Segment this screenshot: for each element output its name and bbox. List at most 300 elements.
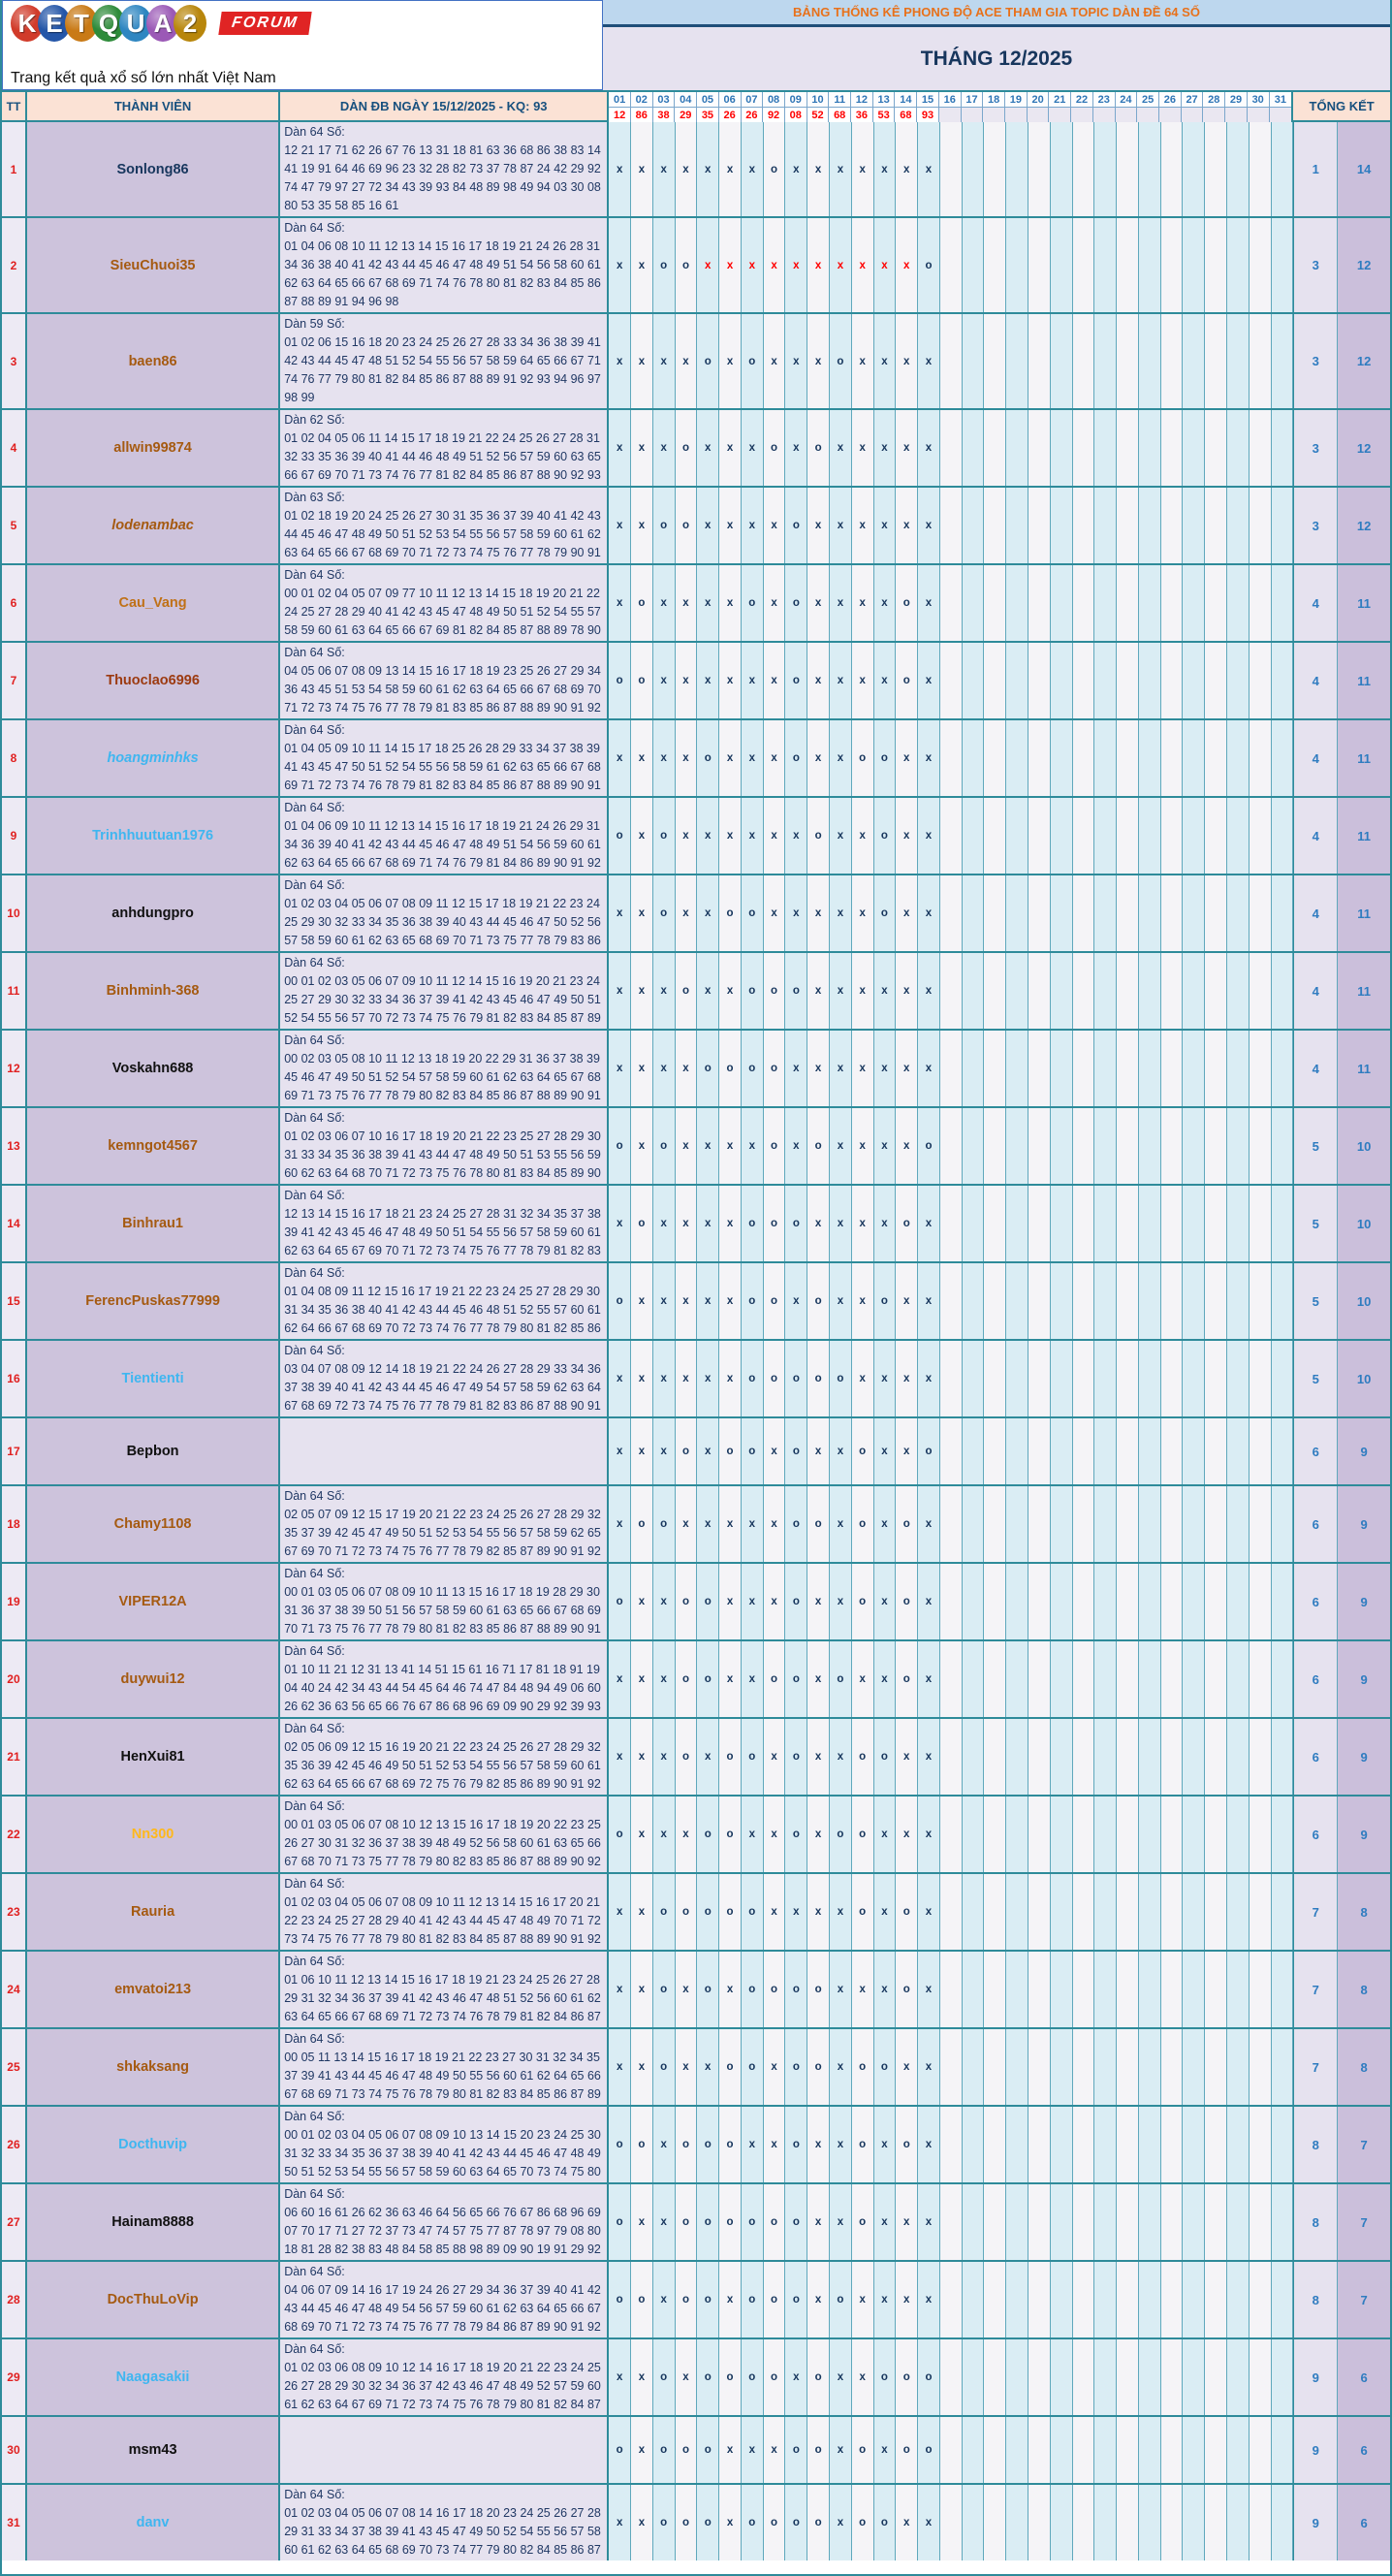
day-mark-cell: o (807, 2485, 830, 2560)
row-index: 30 (2, 2417, 27, 2483)
day-mark-cell (940, 1486, 963, 1562)
member-name[interactable]: Tientienti (27, 1341, 280, 1416)
day-mark-cell (1161, 1874, 1184, 1950)
day-mark-cell (1139, 1641, 1161, 1717)
day-mark-cell: o (742, 1263, 764, 1339)
miss-total: 5 (1293, 1341, 1338, 1416)
day-mark-cell (1094, 1108, 1117, 1184)
dan-number-line: 25 27 29 30 32 33 34 36 37 39 41 42 43 45 46 47 49 50 51 (284, 993, 601, 1006)
day-mark-cell (940, 953, 963, 1029)
member-name[interactable]: Naagasakii (27, 2339, 280, 2415)
miss-total: 6 (1293, 1641, 1338, 1717)
dan-number-line: 22 23 24 25 27 28 29 40 41 42 43 44 45 47 48 49 70 71 72 (284, 1914, 601, 1927)
dan-number-line: 43 44 45 46 47 48 49 54 56 57 59 60 61 62 63 64 65 66 67 (284, 2302, 601, 2315)
day-mark-cell: x (807, 1797, 830, 1872)
table-row (2, 218, 1390, 314)
day-mark-cell (1051, 2417, 1073, 2483)
day-mark-cell: x (896, 314, 918, 408)
dan-label: Dàn 64 Số: (284, 1189, 345, 1202)
day-mark-cell (1205, 2339, 1227, 2415)
day-mark-cell: x (918, 953, 940, 1029)
member-name[interactable]: HenXui81 (27, 1719, 280, 1795)
day-mark-cell: x (896, 1719, 918, 1795)
dan-number-line: 01 10 11 21 12 31 13 41 14 51 15 61 16 71 17 81 18 91 19 (284, 1663, 600, 1676)
dan-number-line: 04 06 07 09 14 16 17 19 24 26 27 29 34 36 37 39 40 41 42 (284, 2283, 601, 2297)
dan-numbers (280, 2184, 609, 2260)
day-mark-cell: o (742, 1186, 764, 1261)
day-mark-cell (1006, 1108, 1028, 1184)
day-mark-cell (1073, 2029, 1095, 2105)
day-mark-cell: o (697, 2485, 719, 2560)
day-mark-cell: o (742, 1952, 764, 2027)
day-mark-cell (1250, 1797, 1272, 1872)
day-mark-cell (1250, 1186, 1272, 1261)
dan-numbers (280, 1186, 609, 1261)
dan-label: Dàn 64 Số: (284, 1344, 345, 1357)
day-mark-cell: o (631, 2262, 653, 2337)
member-name[interactable]: shkaksang (27, 2029, 280, 2105)
day-mark-cell (1051, 565, 1073, 641)
day-mark-cell: o (609, 1564, 631, 1639)
day-mark-cell (963, 1486, 985, 1562)
day-mark-cell (1139, 2417, 1161, 2483)
day-mark-cell (1272, 643, 1294, 718)
day-mark-cell: x (830, 1952, 852, 2027)
day-mark-cell: o (896, 1186, 918, 1261)
day-mark-cell (984, 2417, 1006, 2483)
day-mark-cell: o (785, 2485, 807, 2560)
day-mark-cell (940, 1263, 963, 1339)
member-name[interactable]: Rauria (27, 1874, 280, 1950)
member-name[interactable]: DocThuLoVip (27, 2262, 280, 2337)
day-mark-cell (1183, 2417, 1205, 2483)
day-mark-cell (1205, 953, 1227, 1029)
day-mark-cell: o (764, 122, 786, 216)
day-mark-cell: o (697, 314, 719, 408)
dan-numbers (280, 1486, 609, 1562)
day-mark-cell: x (874, 643, 897, 718)
day-mark-cell (984, 1186, 1006, 1261)
day-label-18: 18 (983, 92, 1004, 108)
member-name[interactable]: Sonlong86 (27, 122, 280, 216)
day-mark-cell: o (764, 410, 786, 486)
day-mark-cell (1051, 1186, 1073, 1261)
day-mark-cell (963, 1263, 985, 1339)
member-name[interactable]: Hainam8888 (27, 2184, 280, 2260)
day-mark-cell: x (874, 2262, 897, 2337)
day-mark-cell: x (719, 1641, 742, 1717)
member-name[interactable]: Docthuvip (27, 2107, 280, 2182)
member-name[interactable]: Bepbon (27, 1418, 280, 1484)
day-mark-cell: x (785, 798, 807, 874)
day-mark-cell: x (609, 1952, 631, 2027)
day-marks (609, 2339, 1293, 2415)
day-mark-cell (1183, 643, 1205, 718)
day-mark-cell (984, 565, 1006, 641)
dan-numbers (280, 2029, 609, 2105)
day-mark-cell: x (830, 1263, 852, 1339)
day-mark-cell: x (874, 2107, 897, 2182)
day-mark-cell (1183, 1564, 1205, 1639)
day-mark-cell (1272, 488, 1294, 563)
day-mark-cell (1006, 1874, 1028, 1950)
member-name[interactable]: Nn300 (27, 1797, 280, 1872)
day-mark-cell: x (830, 410, 852, 486)
day-mark-cell: x (697, 565, 719, 641)
day-mark-cell: x (609, 1341, 631, 1416)
day-mark-cell: o (785, 1719, 807, 1795)
day-mark-cell (1227, 1874, 1250, 1950)
day-mark-cell: o (764, 1108, 786, 1184)
day-mark-cell (1117, 643, 1139, 718)
day-mark-cell (1117, 2485, 1139, 2560)
member-name[interactable]: Binhrau1 (27, 1186, 280, 1261)
day-mark-cell (984, 1952, 1006, 2027)
day-mark-cell (1227, 1341, 1250, 1416)
day-mark-cell (1073, 1031, 1095, 1106)
day-mark-cell (1051, 2107, 1073, 2182)
day-mark-cell: o (742, 1874, 764, 1950)
row-index: 22 (2, 1797, 27, 1872)
day-mark-cell: x (807, 1186, 830, 1261)
day-column-27 (1182, 92, 1204, 123)
day-mark-cell: o (852, 2107, 874, 2182)
day-mark-cell (1073, 953, 1095, 1029)
logo-letter-E: E (38, 5, 71, 42)
day-marks (609, 1797, 1293, 1872)
day-mark-cell (940, 643, 963, 718)
day-result-15: 93 (917, 108, 938, 123)
day-mark-cell (1006, 1952, 1028, 2027)
day-mark-cell: o (807, 2029, 830, 2105)
day-mark-cell: x (785, 314, 807, 408)
day-mark-cell (1227, 488, 1250, 563)
day-mark-cell (1272, 2417, 1294, 2483)
day-mark-cell: x (764, 2107, 786, 2182)
member-name[interactable]: Cau_Vang (27, 565, 280, 641)
day-mark-cell: o (764, 2485, 786, 2560)
miss-total: 4 (1293, 643, 1338, 718)
day-mark-cell: x (830, 1719, 852, 1795)
day-mark-cell: x (896, 2262, 918, 2337)
member-name[interactable]: SieuChuoi35 (27, 218, 280, 312)
day-mark-cell (1028, 953, 1051, 1029)
day-column-30 (1248, 92, 1270, 123)
day-mark-cell: o (764, 2339, 786, 2415)
day-mark-cell (963, 953, 985, 1029)
day-mark-cell: x (918, 1186, 940, 1261)
miss-total: 6 (1293, 1719, 1338, 1795)
day-mark-cell: o (764, 1263, 786, 1339)
day-mark-cell: x (874, 1186, 897, 1261)
day-mark-cell (1139, 2184, 1161, 2260)
day-mark-cell: x (874, 410, 897, 486)
day-marks (609, 953, 1293, 1029)
day-mark-cell: x (918, 798, 940, 874)
dan-number-line: 62 63 64 65 66 67 68 69 72 75 76 79 82 85 86 89 90 91 92 (284, 1777, 601, 1791)
day-mark-cell (1051, 218, 1073, 312)
day-mark-cell (1205, 1719, 1227, 1795)
day-mark-cell: o (852, 2184, 874, 2260)
day-mark-cell (1139, 1952, 1161, 2027)
day-mark-cell: x (764, 2029, 786, 2105)
day-mark-cell (984, 1341, 1006, 1416)
day-mark-cell: x (918, 2485, 940, 2560)
member-name[interactable]: Thuoclao6996 (27, 643, 280, 718)
table-row (2, 1874, 1390, 1952)
day-mark-cell (1139, 1719, 1161, 1795)
member-name[interactable]: VIPER12A (27, 1564, 280, 1639)
row-index: 31 (2, 2485, 27, 2560)
day-column-01 (609, 92, 631, 123)
day-mark-cell: x (719, 488, 742, 563)
member-name[interactable]: anhdungpro (27, 875, 280, 951)
day-mark-cell (1272, 798, 1294, 874)
member-name[interactable]: msm43 (27, 2417, 280, 2483)
day-mark-cell: o (697, 2107, 719, 2182)
day-mark-cell: x (742, 1564, 764, 1639)
day-mark-cell (1006, 1341, 1028, 1416)
dan-number-line: 45 46 47 49 50 51 52 54 57 58 59 60 61 62 63 64 65 67 68 (284, 1070, 601, 1084)
member-name[interactable]: Voskahn688 (27, 1031, 280, 1106)
day-mark-cell (1227, 798, 1250, 874)
day-mark-cell (1250, 1108, 1272, 1184)
day-column-28 (1203, 92, 1225, 123)
hit-total: 12 (1338, 488, 1390, 563)
day-column-25 (1137, 92, 1159, 123)
day-mark-cell: x (874, 953, 897, 1029)
day-mark-cell: x (896, 122, 918, 216)
day-mark-cell: x (785, 1031, 807, 1106)
table-row (2, 1719, 1390, 1797)
day-mark-cell (1139, 875, 1161, 951)
dan-number-line: 06 60 16 61 26 62 36 63 46 64 56 65 66 76 67 86 68 96 69 (284, 2206, 601, 2219)
day-mark-cell: o (807, 410, 830, 486)
day-mark-cell (1227, 1263, 1250, 1339)
day-result-06: 26 (719, 108, 741, 123)
day-mark-cell (1006, 2029, 1028, 2105)
day-mark-cell (940, 1719, 963, 1795)
day-mark-cell (984, 1564, 1006, 1639)
day-mark-cell (1139, 953, 1161, 1029)
dan-number-line: 98 99 (284, 391, 315, 404)
day-mark-cell (984, 798, 1006, 874)
member-name[interactable]: allwin99874 (27, 410, 280, 486)
day-mark-cell (1183, 565, 1205, 641)
member-name[interactable]: danv (27, 2485, 280, 2560)
day-mark-cell (1227, 2107, 1250, 2182)
miss-total: 4 (1293, 565, 1338, 641)
day-mark-cell (1028, 2417, 1051, 2483)
day-mark-cell: o (807, 798, 830, 874)
day-mark-cell: x (719, 565, 742, 641)
day-mark-cell (984, 1263, 1006, 1339)
day-mark-cell: x (896, 1031, 918, 1106)
day-mark-cell: o (697, 2184, 719, 2260)
day-mark-cell (1227, 2184, 1250, 2260)
day-mark-cell (984, 875, 1006, 951)
day-mark-cell (1227, 643, 1250, 718)
day-column-05 (697, 92, 719, 123)
member-name[interactable]: Binhminh-368 (27, 953, 280, 1029)
day-mark-cell: x (631, 1874, 653, 1950)
day-mark-cell: x (609, 218, 631, 312)
dan-number-line: 03 04 07 08 09 12 14 18 19 21 22 24 26 27 28 29 33 34 36 (284, 1362, 601, 1376)
day-mark-cell: o (631, 1186, 653, 1261)
day-mark-cell: x (631, 488, 653, 563)
day-mark-cell: o (742, 2184, 764, 2260)
dan-number-line: 01 02 03 06 07 10 16 17 18 19 20 21 22 23 25 27 28 29 30 (284, 1129, 601, 1143)
day-mark-cell: o (697, 720, 719, 796)
dan-label: Dàn 64 Số: (284, 568, 345, 582)
day-mark-cell: x (807, 2107, 830, 2182)
day-mark-cell: x (830, 1031, 852, 1106)
table-row (2, 720, 1390, 798)
dan-label: Dàn 64 Số: (284, 646, 345, 659)
day-mark-cell (1051, 1952, 1073, 2027)
day-mark-cell: x (918, 565, 940, 641)
day-marks (609, 410, 1293, 486)
member-name[interactable]: hoangminhks (27, 720, 280, 796)
day-mark-cell: x (697, 1341, 719, 1416)
day-mark-cell (1250, 314, 1272, 408)
dan-number-line: 58 59 60 61 63 64 65 66 67 69 81 82 84 85 87 88 89 78 90 (284, 623, 601, 637)
day-mark-cell (1161, 1952, 1184, 2027)
member-name[interactable]: FerencPuskas77999 (27, 1263, 280, 1339)
table-row (2, 2339, 1390, 2417)
day-result-26 (1159, 108, 1181, 123)
day-mark-cell (1051, 1719, 1073, 1795)
site-logo[interactable] (2, 0, 603, 90)
day-mark-cell (1161, 2339, 1184, 2415)
hit-total: 9 (1338, 1719, 1390, 1795)
dan-numbers (280, 1952, 609, 2027)
day-mark-cell (1205, 720, 1227, 796)
day-mark-cell: x (609, 2029, 631, 2105)
day-marks (609, 1874, 1293, 1950)
day-mark-cell (1028, 1418, 1051, 1484)
day-mark-cell (1161, 1186, 1184, 1261)
day-mark-cell: o (874, 875, 897, 951)
member-name[interactable]: lodenambac (27, 488, 280, 563)
member-name[interactable]: emvatoi213 (27, 1952, 280, 2027)
dan-label: Dàn 62 Số: (284, 413, 345, 427)
member-name[interactable]: Trinhhuutuan1976 (27, 798, 280, 874)
day-mark-cell (1227, 314, 1250, 408)
day-mark-cell (1250, 2107, 1272, 2182)
day-mark-cell (984, 2107, 1006, 2182)
day-mark-cell (1161, 1108, 1184, 1184)
member-name[interactable]: kemngot4567 (27, 1108, 280, 1184)
day-mark-cell: o (830, 1641, 852, 1717)
day-mark-cell (1028, 2262, 1051, 2337)
day-result-07: 26 (742, 108, 763, 123)
day-mark-cell (1227, 565, 1250, 641)
day-mark-cell (1028, 2339, 1051, 2415)
day-mark-cell (940, 1341, 963, 1416)
dan-number-line: 62 63 64 65 66 67 68 69 71 74 76 78 80 81 82 83 84 85 86 (284, 276, 601, 290)
day-mark-cell: o (609, 2184, 631, 2260)
day-mark-cell (984, 314, 1006, 408)
day-mark-cell (1250, 953, 1272, 1029)
day-mark-cell: x (896, 2029, 918, 2105)
hit-total: 9 (1338, 1486, 1390, 1562)
day-mark-cell (1161, 1031, 1184, 1106)
dan-label: Dàn 64 Số: (284, 2187, 345, 2201)
dan-number-line: 01 04 05 09 10 11 14 15 17 18 25 26 28 29 33 34 37 38 39 (284, 742, 600, 755)
dan-label: Dàn 64 Số: (284, 125, 345, 139)
day-mark-cell (1272, 1564, 1294, 1639)
dan-numbers (280, 953, 609, 1029)
day-mark-cell (1006, 565, 1028, 641)
day-mark-cell: x (653, 2262, 676, 2337)
day-mark-cell: o (764, 1031, 786, 1106)
day-mark-cell: x (852, 953, 874, 1029)
day-mark-cell (1073, 2485, 1095, 2560)
dan-label: Dàn 64 Số: (284, 1955, 345, 1968)
hit-total: 9 (1338, 1641, 1390, 1717)
day-mark-cell: o (742, 953, 764, 1029)
day-mark-cell: o (896, 1952, 918, 2027)
day-mark-cell (1227, 2262, 1250, 2337)
day-marks (609, 488, 1293, 563)
day-mark-cell (1117, 1486, 1139, 1562)
day-mark-cell (1094, 2029, 1117, 2105)
day-mark-cell: x (918, 1341, 940, 1416)
day-mark-cell (1073, 1952, 1095, 2027)
day-column-08 (763, 92, 785, 123)
day-mark-cell (1006, 1564, 1028, 1639)
hit-total: 7 (1338, 2184, 1390, 2260)
day-mark-cell: x (719, 953, 742, 1029)
table-row (2, 2184, 1390, 2262)
member-name[interactable]: duywui12 (27, 1641, 280, 1717)
day-mark-cell: x (676, 1108, 698, 1184)
day-mark-cell (1117, 1564, 1139, 1639)
day-mark-cell: x (697, 798, 719, 874)
day-mark-cell: x (609, 1874, 631, 1950)
day-mark-cell (1028, 1564, 1051, 1639)
day-mark-cell: x (918, 1486, 940, 1562)
member-name[interactable]: baen86 (27, 314, 280, 408)
day-mark-cell (1205, 798, 1227, 874)
day-mark-cell: x (742, 1486, 764, 1562)
miss-total: 6 (1293, 1418, 1338, 1484)
day-mark-cell: x (830, 218, 852, 312)
member-name[interactable]: Chamy1108 (27, 1486, 280, 1562)
dan-number-line: 69 71 73 75 76 77 78 79 80 82 83 84 85 86 87 88 89 90 91 (284, 1089, 601, 1102)
dan-number-line: 00 01 03 05 06 07 08 10 12 13 15 16 17 18 19 20 22 23 25 (284, 1818, 601, 1831)
miss-total: 4 (1293, 875, 1338, 951)
day-mark-cell: o (785, 2107, 807, 2182)
hit-total: 11 (1338, 798, 1390, 874)
dan-label: Dàn 64 Số: (284, 1722, 345, 1735)
day-mark-cell (940, 2029, 963, 2105)
day-mark-cell: x (631, 314, 653, 408)
day-mark-cell: o (697, 2417, 719, 2483)
hit-total: 11 (1338, 565, 1390, 641)
day-mark-cell (1006, 2262, 1028, 2337)
day-mark-cell (1117, 2417, 1139, 2483)
day-mark-cell: x (742, 720, 764, 796)
day-marks (609, 2417, 1293, 2483)
dan-number-line: 04 05 06 07 08 09 13 14 15 16 17 18 19 23 25 26 27 29 34 (284, 664, 601, 678)
day-mark-cell: x (676, 1341, 698, 1416)
day-mark-cell (1272, 1108, 1294, 1184)
day-mark-cell (1205, 565, 1227, 641)
day-mark-cell: x (764, 488, 786, 563)
dan-number-line: 67 68 69 72 73 74 75 76 77 78 79 81 82 83 86 87 88 90 91 (284, 1399, 601, 1413)
